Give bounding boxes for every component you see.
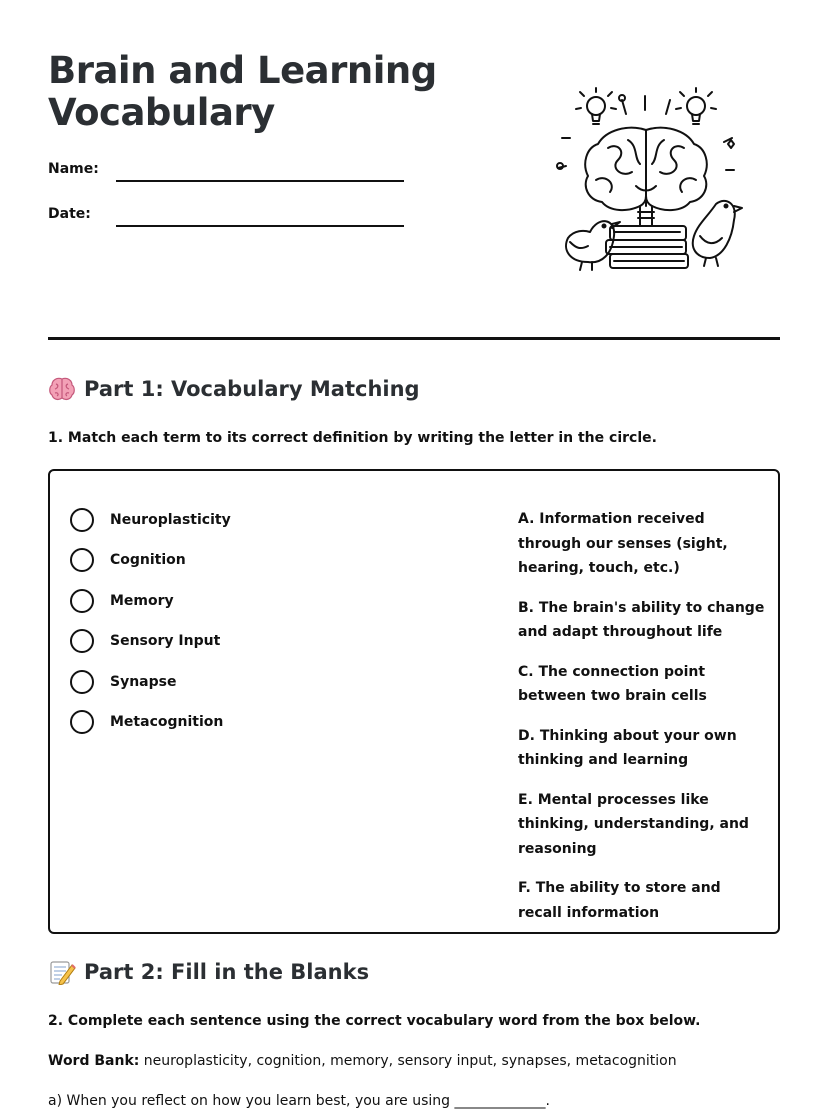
word-bank-words: neuroplasticity, cognition, memory, sensory input, synapses, metacognition [139,1053,677,1069]
answer-circle[interactable] [70,629,94,653]
matching-box [48,469,780,934]
name-line[interactable] [116,180,404,182]
term-item [70,669,176,695]
bird-left-icon [566,221,620,270]
definition-item: B. The brain's ability to change and adapt throughout life [518,599,765,640]
date-line[interactable] [116,225,404,227]
date-label: Date: [48,206,91,222]
term-item [70,588,174,614]
brain-books-birds-illustration [548,86,748,276]
word-bank-label: Word Bank: [48,1053,140,1069]
term-label: Metacognition [110,714,224,730]
term-label: Neuroplasticity [110,512,231,528]
part2-heading [48,958,369,986]
divider [48,337,780,340]
answer-circle[interactable] [70,710,94,734]
lightbulb-right-icon [676,88,716,124]
part2-instruction: 2. Complete each sentence using the correct vocabulary word from the box below. [48,1013,701,1029]
term-item [70,547,186,573]
answer-circle[interactable] [70,548,94,572]
definition-item: E. Mental processes like thinking, understanding, and reasoning [518,791,749,857]
term-label: Synapse [110,674,177,690]
answer-circle[interactable] [70,508,94,532]
part1-heading [48,375,420,403]
title-line-1: Brain and Learning [48,49,437,92]
books-icon [606,226,688,268]
brain-emoji-icon [48,376,76,402]
fill-in-sentence-a[interactable]: a) When you reflect on how you learn best, you are using _____________. [48,1093,550,1109]
name-label: Name: [48,161,99,177]
word-bank [48,1052,677,1070]
answer-circle[interactable] [70,670,94,694]
memo-pencil-icon [48,959,76,985]
part1-instruction: 1. Match each term to its correct definition by writing the letter in the circle. [48,430,657,446]
definition-item: F. The ability to store and recall information [518,880,721,921]
answer-circle[interactable] [70,589,94,613]
term-label: Memory [110,593,174,609]
term-label: Sensory Input [110,633,221,649]
definition-item: A. Information received through our senses (sight, hearing, touch, etc.) [518,511,728,576]
lightbulb-left-icon [576,88,616,124]
worksheet-title [48,50,437,134]
term-item [70,709,223,735]
term-item [70,507,231,533]
definition-item: D. Thinking about your own thinking and learning [518,727,737,768]
bird-right-icon [693,201,742,266]
part1-heading-text: Part 1: Vocabulary Matching [84,377,420,401]
definition-item: C. The connection point between two brain cells [518,663,707,704]
brain-icon [585,128,707,226]
term-item [70,628,220,654]
part2-heading-text: Part 2: Fill in the Blanks [84,960,370,984]
title-line-2: Vocabulary [48,91,275,134]
definitions-list [518,507,768,940]
term-label: Cognition [110,552,186,568]
